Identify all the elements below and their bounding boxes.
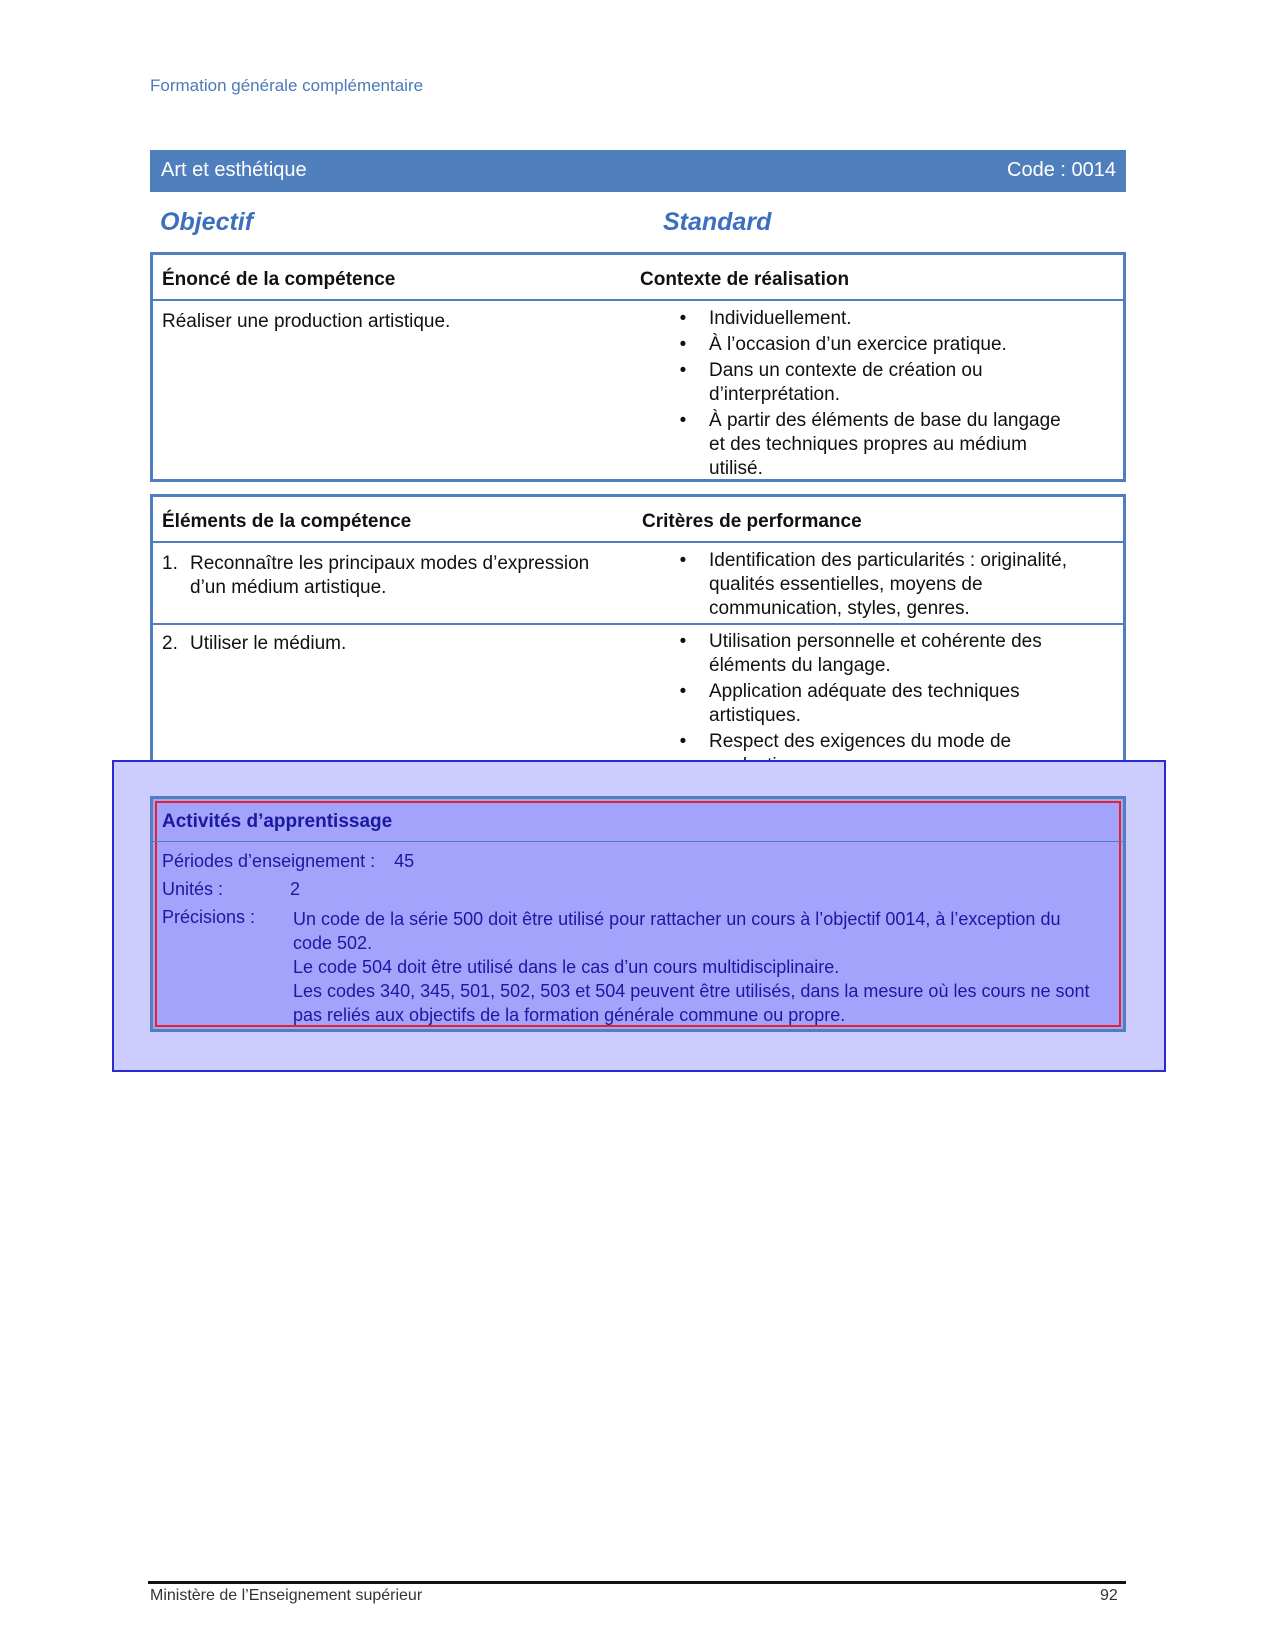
footer-rule	[148, 1581, 1126, 1584]
criteria-list-1	[673, 549, 1083, 623]
footer-ministry: Ministère de l’Enseignement supérieur	[150, 1587, 423, 1604]
list-item: • À partir des éléments de base du langage et des techniques propres au médium utilisé.	[679, 410, 1061, 479]
table-row: 2. Utiliser le médium.	[162, 633, 347, 654]
col-header-criteria: Critères de performance	[642, 511, 862, 532]
objective-code: Code : 0014	[1007, 159, 1116, 181]
col-header-context: Contexte de réalisation	[640, 269, 850, 290]
units-value: 2	[290, 879, 301, 899]
units	[162, 879, 300, 900]
list-item: • Utilisation personnelle et cohérente des éléments du langage.	[679, 631, 1042, 676]
page-number: 92	[1100, 1587, 1118, 1604]
document-header: Formation générale complémentaire	[150, 76, 424, 95]
element-1	[162, 552, 622, 600]
list-item: • À l’occasion d’un exercice pratique.	[679, 334, 1007, 355]
list-item: • Respect des exigences du mode de	[679, 731, 1012, 752]
title-bar	[150, 150, 1126, 192]
subject-title: Art et esthétique	[161, 159, 307, 181]
activities-title: Activités d’apprentissage	[162, 811, 393, 832]
list-item: • Application adéquate des techniques artistiques.	[679, 681, 1020, 726]
list-item: • Individuellement.	[679, 308, 852, 329]
competence-table	[150, 252, 1126, 482]
table-row: 1. Reconnaître les principaux modes d’expression d’un médium artistique.	[162, 553, 590, 598]
units-label: Unités :	[162, 879, 224, 899]
objective-heading: Objectif	[160, 208, 254, 236]
activities-box	[150, 796, 1126, 1032]
periods-label: Périodes d’enseignement :	[162, 851, 376, 871]
precisions-text: Un code de la série 500 doit être utilisé pour rattacher un cours à l’objectif 0014, à l’exception du code 502. Le code 504 doit être utilisé dans le cas d’un cours multidisciplinaire. Les codes 340, 345, 501, 502, 503 et 504 peuvent être utilisés, dans la mesure où les cours ne sont pas reliés aux objectifs de la formation générale commune ou propre.	[293, 909, 1090, 1025]
col-header-statement: Énoncé de la compétence	[162, 269, 396, 290]
col-header-elements: Éléments de la compétence	[162, 511, 412, 532]
list-item: • Dans un contexte de création ou d’interprétation.	[679, 360, 983, 405]
competence-statement: Réaliser une production artistique.	[162, 311, 451, 332]
standard-heading: Standard	[663, 208, 772, 236]
element-2	[162, 632, 622, 656]
teaching-periods	[162, 851, 414, 872]
elements-table	[150, 494, 1126, 776]
context-list	[673, 307, 1073, 483]
precisions-label: Précisions :	[162, 907, 256, 927]
list-item: • Identification des particularités : originalité, qualités essentielles, moyens de communication, styles, genres.	[679, 550, 1068, 619]
criteria-list-2	[673, 630, 1073, 780]
periods-value: 45	[394, 851, 415, 871]
